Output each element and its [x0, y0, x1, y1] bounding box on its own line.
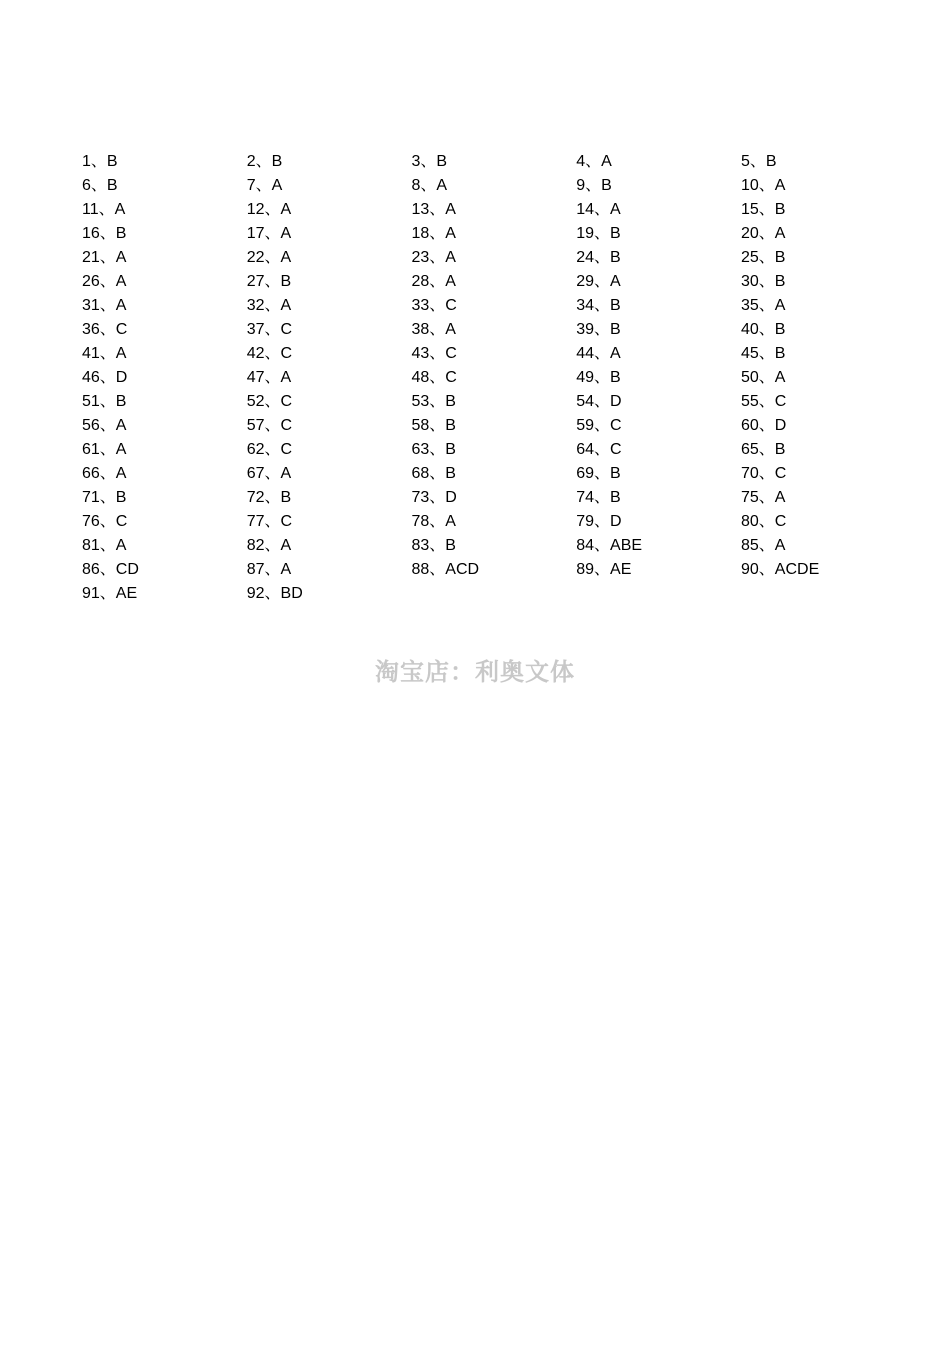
answer-item: 69、B — [576, 465, 621, 482]
answer-item: 42、C — [246, 345, 293, 362]
answer-item: 27、B — [246, 273, 292, 290]
answer-item: 56、A — [82, 417, 127, 434]
answer-item: 67、A — [246, 465, 292, 482]
answer-item: 73、D — [411, 489, 457, 506]
answer-item: 21、A — [82, 249, 127, 266]
answer-item: 23、A — [411, 249, 456, 266]
answer-item: 15、B — [741, 201, 786, 218]
answer-item: 74、B — [576, 489, 621, 506]
answer-item: 37、C — [246, 321, 293, 338]
answer-item: 66、A — [82, 465, 127, 482]
answer-item: 6、B — [82, 177, 118, 194]
answer-item: 3、B — [411, 153, 448, 170]
answer-item: 1、B — [82, 153, 118, 170]
answer-item: 44、A — [576, 345, 621, 362]
answer-key-grid — [82, 150, 906, 606]
answer-item: 83、B — [411, 537, 456, 554]
answer-item: 59、C — [576, 417, 622, 434]
answer-item: 58、B — [411, 417, 456, 434]
answer-item: 30、B — [741, 273, 786, 290]
answer-item: 13、A — [411, 201, 456, 218]
answer-item: 92、BD — [246, 585, 303, 602]
answer-item: 48、C — [411, 369, 457, 386]
answer-item: 81、A — [82, 537, 127, 554]
answer-item: 60、D — [741, 417, 787, 434]
answer-item: 55、C — [741, 393, 787, 410]
answer-item: 54、D — [576, 393, 622, 410]
answer-item: 26、A — [82, 273, 127, 290]
answer-item: 46、D — [82, 369, 128, 386]
answer-item: 71、B — [82, 489, 127, 506]
answer-item: 82、A — [246, 537, 292, 554]
answer-item: 32、A — [246, 297, 292, 314]
answer-item: 47、A — [246, 369, 292, 386]
answer-item: 53、B — [411, 393, 456, 410]
answer-item: 38、A — [411, 321, 456, 338]
answer-item: 45、B — [741, 345, 786, 362]
answer-item: 51、B — [82, 393, 127, 410]
answer-item: 76、C — [82, 513, 128, 530]
answer-item: 85、A — [741, 537, 786, 554]
answer-item: 57、C — [246, 417, 293, 434]
answer-item: 34、B — [576, 297, 621, 314]
answer-item: 33、C — [411, 297, 457, 314]
answer-item: 35、A — [741, 297, 786, 314]
answer-item: 61、A — [82, 441, 127, 458]
answer-item: 88、ACD — [411, 561, 480, 578]
answer-item: 16、B — [82, 225, 127, 242]
answer-item: 68、B — [411, 465, 456, 482]
answer-item: 50、A — [741, 369, 786, 386]
answer-item: 64、C — [576, 441, 622, 458]
answer-item: 91、AE — [82, 585, 138, 602]
answer-item: 41、A — [82, 345, 127, 362]
answer-item: 20、A — [741, 225, 786, 242]
answer-item: 62、C — [246, 441, 293, 458]
answer-item: 22、A — [246, 249, 292, 266]
answer-item: 10、A — [741, 177, 786, 194]
answer-item: 77、C — [246, 513, 293, 530]
answer-item: 79、D — [576, 513, 622, 530]
answer-item: 19、B — [576, 225, 621, 242]
answer-item: 4、A — [576, 153, 612, 170]
answer-item: 28、A — [411, 273, 456, 290]
answer-item: 14、A — [576, 201, 621, 218]
answer-item: 49、B — [576, 369, 621, 386]
answer-item: 2、B — [246, 153, 283, 170]
answer-item: 18、A — [411, 225, 456, 242]
answer-item: 84、ABE — [576, 537, 643, 554]
answer-item: 72、B — [246, 489, 292, 506]
answer-item: 78、A — [411, 513, 456, 530]
answer-item: 25、B — [741, 249, 786, 266]
answer-item: 7、A — [246, 177, 283, 194]
answer-item: 40、B — [741, 321, 786, 338]
answer-item: 5、B — [741, 153, 777, 170]
answer-item: 12、A — [246, 201, 292, 218]
answer-item: 65、B — [741, 441, 786, 458]
answer-item: 80、C — [741, 513, 787, 530]
answer-item: 11、A — [82, 201, 126, 218]
answer-item: 8、A — [411, 177, 448, 194]
answer-item: 70、C — [741, 465, 787, 482]
answer-item: 31、A — [82, 297, 127, 314]
answer-item: 86、CD — [82, 561, 139, 578]
answer-item: 9、B — [576, 177, 612, 194]
answer-item: 29、A — [576, 273, 621, 290]
answer-item: 39、B — [576, 321, 621, 338]
answer-item: 43、C — [411, 345, 457, 362]
answer-item: 89、AE — [576, 561, 632, 578]
answer-item: 24、B — [576, 249, 621, 266]
answer-item: 17、A — [246, 225, 292, 242]
answer-item: 75、A — [741, 489, 786, 506]
answer-item: 52、C — [246, 393, 293, 410]
answer-item: 87、A — [246, 561, 292, 578]
watermark: 淘宝店：利奥文体 — [375, 657, 575, 686]
answer-item: 63、B — [411, 441, 456, 458]
answer-item: 36、C — [82, 321, 128, 338]
answer-item: 90、ACDE — [741, 561, 820, 578]
